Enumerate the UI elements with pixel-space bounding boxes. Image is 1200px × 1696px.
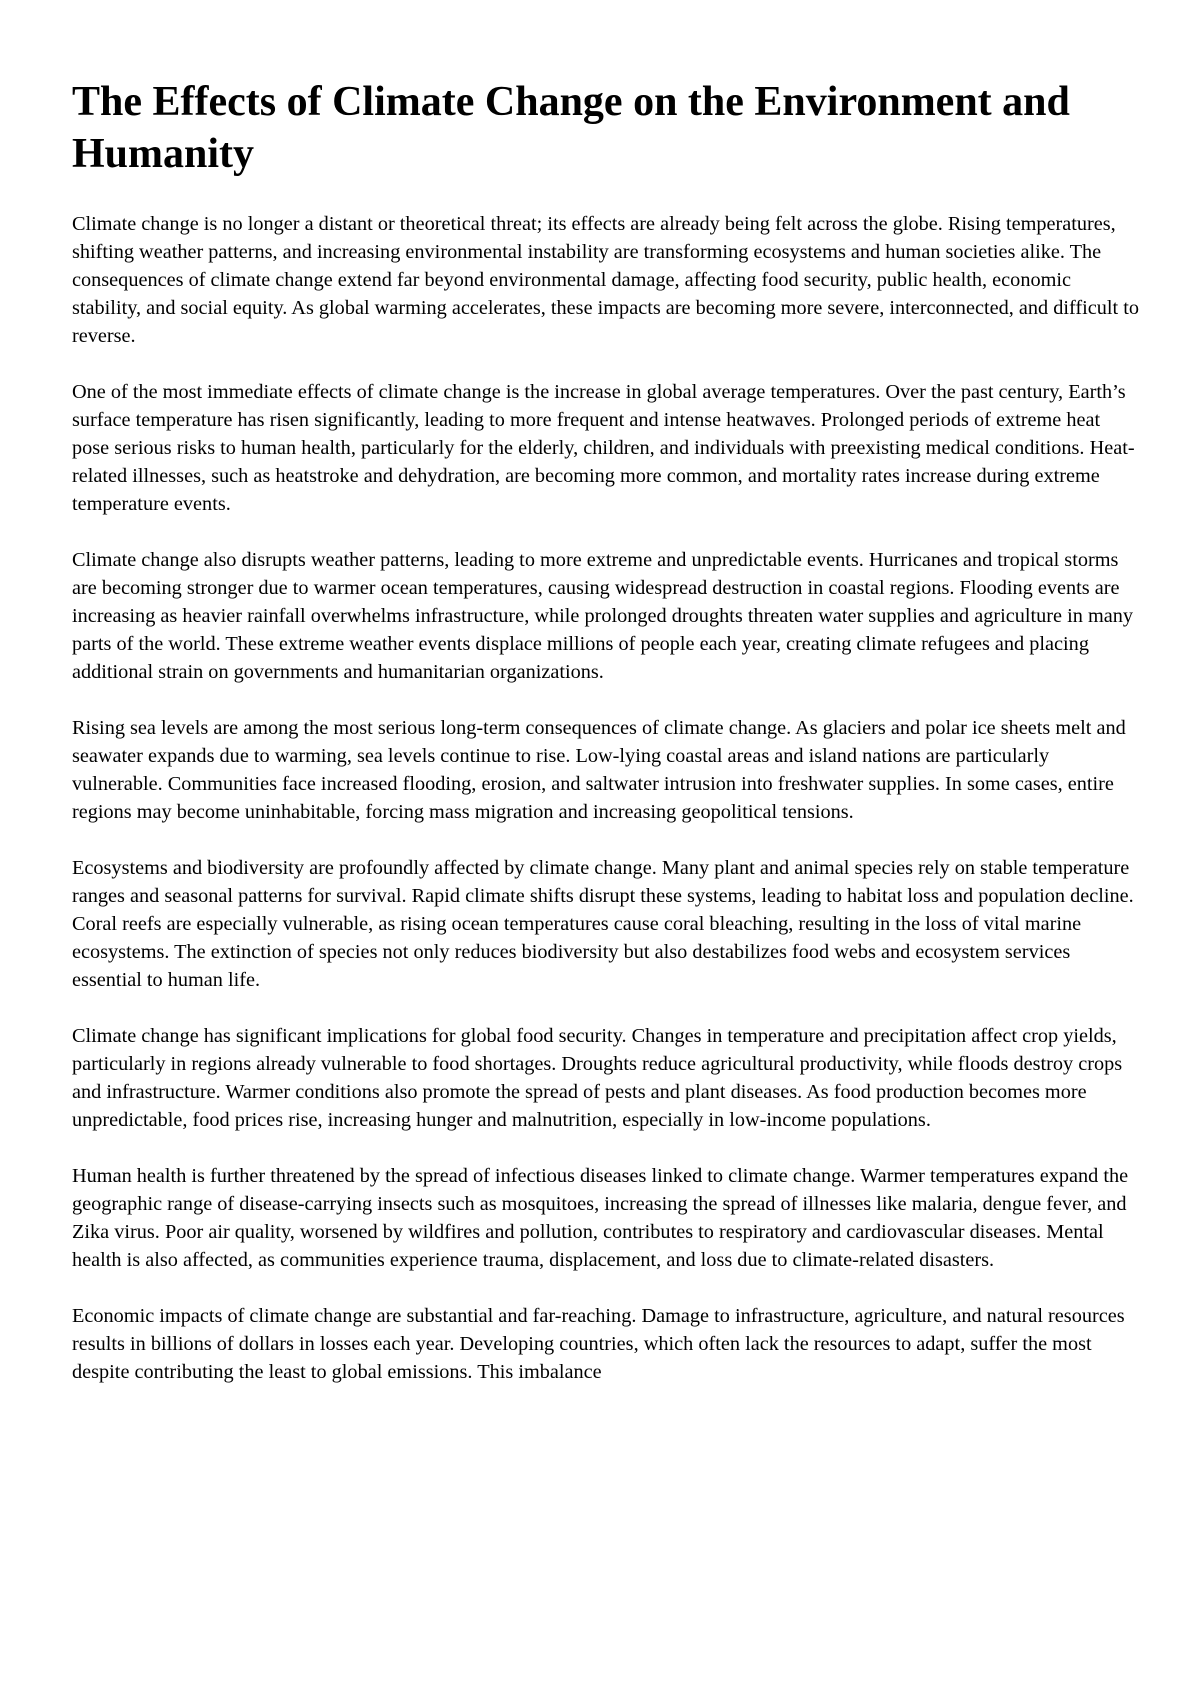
paragraph-temperatures: One of the most immediate effects of climate change is the increase in global average temperatures. Over the past century, Earth’s surface temperature has risen significantly, leading to more frequent and intense heatwaves. Prolonged periods of extreme heat pose serious risks to human health, particularly for the elderly, children, and individuals with preexisting medical conditions. Heat-related illnesses, such as heatstroke and dehydration, are becoming more common, and mortality rates increase during extreme temperature events. bbox=[72, 381, 1135, 515]
paragraph-human-health: Human health is further threatened by the spread of infectious diseases linked to climate change. Warmer temperatures expand the geographic range of disease-carrying insects such as mosquitoes, increasing the spread of illnesses like malaria, dengue fever, and Zika virus. Poor air quality, worsened by wildfires and pollution, contributes to respiratory and cardiovascular diseases. Mental health is also affected, as communities experience trauma, displacement, and loss due to climate-related disasters. bbox=[72, 1165, 1129, 1271]
paragraph-food-security: Climate change has significant implications for global food security. Changes in temperature and precipitation affect crop yields, particularly in regions already vulnerable to food shortages. Droughts reduce agricultural productivity, while floods destroy crops and infrastructure. Warmer conditions also promote the spread of pests and plant diseases. As food production becomes more unpredictable, food prices rise, increasing hunger and malnutrition, especially in low-income populations. bbox=[72, 1025, 1123, 1131]
paragraph-weather-patterns: Climate change also disrupts weather patterns, leading to more extreme and unpredictable events. Hurricanes and tropical storms are becoming stronger due to warmer ocean temperatures, causing widespread destruction in coastal regions. Flooding events are increasing as heavier rainfall overwhelms infrastructure, while prolonged droughts threaten water supplies and agriculture in many parts of the world. These extreme weather events displace millions of people each year, creating climate refugees and placing additional strain on governments and humanitarian organizations. bbox=[72, 549, 1134, 683]
document-title: The Effects of Climate Change on the Environment and Humanity bbox=[72, 79, 1070, 177]
paragraph-sea-levels: Rising sea levels are among the most serious long-term consequences of climate change. As glaciers and polar ice sheets melt and seawater expands due to warming, sea levels continue to rise. Low-lying coastal areas and island nations are particularly vulnerable. Communities face increased flooding, erosion, and saltwater intrusion into freshwater supplies. In some cases, entire regions may become uninhabitable, forcing mass migration and increasing geopolitical tensions. bbox=[72, 717, 1126, 823]
paragraph-intro: Climate change is no longer a distant or theoretical threat; its effects are already being felt across the globe. Rising temperatures, shifting weather patterns, and increasing environmental instability are transforming ecosystems and human societies alike. The consequences of climate change extend far beyond environmental damage, affecting food security, public health, economic stability, and social equity. As global warming accelerates, these impacts are becoming more severe, interconnected, and difficult to reverse. bbox=[72, 213, 1140, 347]
paragraph-ecosystems: Ecosystems and biodiversity are profoundly affected by climate change. Many plant and animal species rely on stable temperature ranges and seasonal patterns for survival. Rapid climate shifts disrupt these systems, leading to habitat loss and population decline. Coral reefs are especially vulnerable, as rising ocean temperatures cause coral bleaching, resulting in the loss of vital marine ecosystems. The extinction of species not only reduces biodiversity but also destabilizes food webs and ecosystem services essential to human life. bbox=[72, 857, 1134, 991]
paragraph-economic-impacts: Economic impacts of climate change are substantial and far-reaching. Damage to infrastructure, agriculture, and natural resources results in billions of dollars in losses each year. Developing countries, which often lack the resources to adapt, suffer the most despite contributing the least to global emissions. This imbalance bbox=[72, 1305, 1125, 1383]
document-page bbox=[72, 76, 1140, 1414]
